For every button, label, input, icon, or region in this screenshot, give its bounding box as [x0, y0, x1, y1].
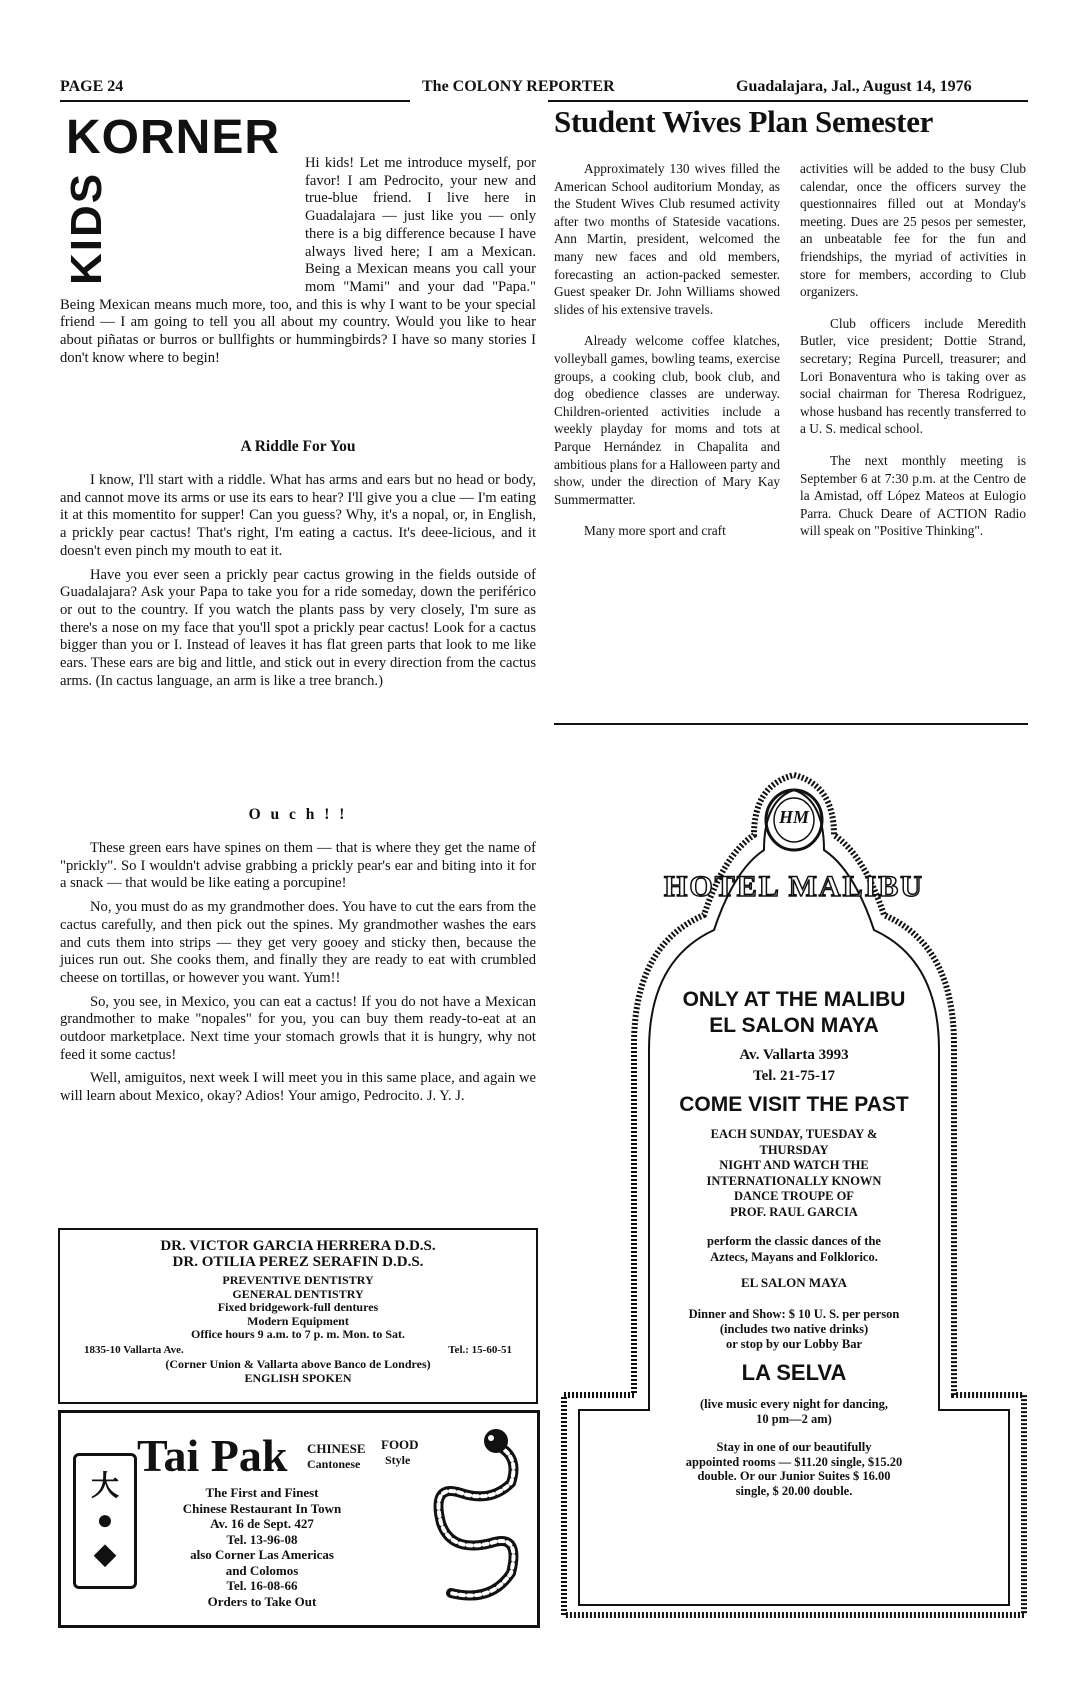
malibu-music [614, 1397, 974, 1427]
dentist-line: DR. VICTOR GARCIA HERRERA D.D.S. [160, 1238, 436, 1254]
malibu-line: perform the classic dances of the [707, 1234, 881, 1248]
malibu-line: NIGHT AND WATCH THE [719, 1158, 869, 1172]
dentist-line: Fixed bridgework-full dentures [217, 1300, 379, 1314]
tai-pak-line: Av. 16 de Sept. 427 [210, 1516, 314, 1531]
malibu-line: (live music every night for dancing, [700, 1397, 888, 1411]
chinese-label: CHINESE [307, 1441, 366, 1456]
malibu-line: appointed rooms — $11.20 single, $15.20 [685, 1454, 903, 1469]
masthead-rule-left [60, 100, 410, 102]
kids-vertical-heading: KIDS [62, 171, 111, 285]
malibu-line: DANCE TROUPE OF [734, 1189, 854, 1203]
dateline: Guadalajara, Jal., August 14, 1976 [736, 78, 972, 95]
dentist-ad [58, 1228, 538, 1404]
dentist-line: (Corner Union & Vallarta above Banco de Londres) [165, 1357, 431, 1371]
malibu-line: THURSDAY [759, 1142, 829, 1157]
malibu-line: EL SALON MAYA [709, 1014, 879, 1037]
kids-paragraph: No, you must do as my grandmother does. You have to cut the ears from the cactus carefully, and then pick out the spines. My grandmother washes the ears and cuts them into strips — they get very gooey and sticky then, because the juices run out. She cooks them, and finally they are ready to eat with crumbled cheese on tortillas, or however you want. Yum!! [60, 899, 536, 986]
dragon-icon [391, 1423, 531, 1613]
malibu-address [644, 1045, 944, 1087]
article-paragraph: activities will be added to the busy Club calendar, once the officers survey the questionnaires filled out at Monday's meeting. Dues are 25 pesos per semester, an unbeatable fee for the fun and friendships, the myriad of activities in store for members, according to Club organizers. [800, 161, 1026, 300]
dentist-line: GENERAL DENTISTRY [232, 1286, 364, 1301]
malibu-dinner [604, 1307, 984, 1352]
tai-pak-line: and Colomos [225, 1562, 299, 1578]
dentist-line: Modern Equipment [247, 1313, 349, 1328]
malibu-line: INTERNATIONALLY KNOWN [706, 1173, 882, 1188]
dentist-line: PREVENTIVE DENTISTRY [222, 1273, 374, 1287]
malibu-line: PROF. RAUL GARCIA [730, 1204, 858, 1219]
page-number: PAGE 24 [60, 78, 124, 95]
kids-paragraph: These green ears have spines on them — that is where they get the name of "prickly". So I wouldn't advise grabbing a prickly pear's ear and biting into it for a snack — that would be like eating a porcupine! [60, 840, 536, 892]
dentist-names [60, 1238, 536, 1270]
article-paragraph: Approximately 130 wives filled the American School auditorium Monday, as the Student Wives Club resumed activity after two months of Stateside vacations. Ann Martin, president, welcomed the many new faces and old members, forecasting an action-packed semester. Guest speaker Dr. John Williams showed slides of his extensive travels. [554, 161, 780, 317]
kids-body-1 [60, 472, 536, 690]
malibu-line: single, $ 20.00 double. [735, 1483, 853, 1498]
malibu-line: (includes two native drinks) [719, 1322, 869, 1336]
tai-pak-line: Chinese Restaurant In Town [182, 1500, 342, 1516]
kids-intro [60, 155, 536, 367]
malibu-line: Aztecs, Mayans and Folklorico. [710, 1250, 878, 1264]
malibu-line: or stop by our Lobby Bar [725, 1337, 863, 1351]
malibu-address-line: Av. Vallarta 3993 [739, 1047, 849, 1063]
tai-pak-details [137, 1485, 387, 1609]
article-divider [554, 723, 1028, 725]
kids-paragraph: So, you see, in Mexico, you can eat a cactus! If you do not have a Mexican grandmother to make "nopales" for you, you can buy them ready-to-eat at an outdoor marketplace. Next time your stomach growls that it is hungry, why not feed it some cactus! [60, 993, 536, 1063]
la-selva-heading: LA SELVA [741, 1360, 847, 1385]
style-label: Style [385, 1453, 411, 1467]
dentist-address: 1835-10 Vallarta Ave. [84, 1344, 184, 1356]
malibu-line: double. Or our Junior Suites $ 16.00 [697, 1469, 891, 1483]
malibu-tel: Tel. 21-75-17 [753, 1068, 835, 1084]
cantonese-label: Cantonese [307, 1457, 361, 1471]
student-wives-headline: Student Wives Plan Semester [554, 104, 934, 139]
dentist-tel: Tel.: 15-60-51 [448, 1344, 512, 1356]
riddle-subhead: A Riddle For You [240, 438, 356, 455]
tai-pak-ad [58, 1410, 540, 1628]
malibu-line: ONLY AT THE MALIBU [682, 988, 906, 1011]
korner-heading: KORNER [66, 111, 281, 164]
malibu-line: Stay in one of our beautifully [716, 1440, 872, 1454]
malibu-line: Dinner and Show: $ 10 U. S. per person [688, 1307, 900, 1321]
tai-pak-line: also Corner Las Americas [190, 1547, 334, 1562]
malibu-line: EACH SUNDAY, TUESDAY & [710, 1127, 878, 1141]
tai-pak-name: Tai Pak [137, 1430, 288, 1481]
masthead-rule-right [548, 100, 1028, 102]
come-visit-heading: COME VISIT THE PAST [679, 1093, 909, 1116]
hotel-malibu-ad [554, 745, 1034, 1625]
tai-pak-line: The First and Finest [205, 1485, 319, 1500]
chinese-seal-icon [73, 1453, 137, 1589]
dentist-line: ENGLISH SPOKEN [244, 1370, 352, 1385]
hotel-malibu-logo: HOTEL MALIBU [664, 870, 924, 903]
malibu-perform [614, 1233, 974, 1265]
kids-intro-paragraph: Hi kids! Let me introduce myself, por favor! I am Pedrocito, your new and true-blue friend. I live here in Guadalajara — just like you — only there is a big difference because I have always lived here; I am a Mexican. Being a Mexican means you call your mom "Mami" and your dad "Papa." Being Mexican means much more, too, and this is why I want to be your special friend — I am going to tell you all about my country. Would you like to hear about piñatas or burros or bullfights or hummingbirds? I have so many stories I don't know where to begin! [60, 155, 536, 366]
dentist-line: Office hours 9 a.m. to 7 p. m. Mon. to Sat. [191, 1327, 405, 1341]
paper-name: The COLONY REPORTER [422, 78, 615, 95]
tai-pak-line: Tel. 13-96-08 [226, 1531, 298, 1547]
student-wives-col1 [554, 160, 780, 540]
article-paragraph: The next monthly meeting is September 6 at 7:30 p.m. at the Centro de la Amistad, off López Mateos at Eulogio Parra. Chuck Deare of ACTION Radio will speak on "Positive Thinking". [800, 452, 1026, 539]
kids-paragraph: I know, I'll start with a riddle. What has arms and ears but no head or body, and cannot move its arms or use its ears to hear? I'll give you a clue — I'm eating it at this momentito for supper! Can you guess? Why, it's a nopal, or, in English, a prickly pear cactus! That's right, I'm eating a cactus. It's deee-licious, and it doesn't even pinch my mouth to eat it. [60, 472, 536, 559]
tai-pak-line: Tel. 16-08-66 [226, 1578, 298, 1593]
food-label: FOOD [381, 1437, 419, 1452]
student-wives-col2 [800, 160, 1026, 540]
masthead [60, 78, 1040, 100]
dentist-details [60, 1274, 536, 1342]
ouch-subhead: O u c h ! ! [248, 806, 348, 823]
malibu-line: 10 pm—2 am) [756, 1412, 832, 1426]
kids-body-2 [60, 840, 536, 1106]
article-paragraph: Club officers include Meredith Butler, vice president; Dottie Strand, secretary; Regina Purcell, treasurer; and Lori Bonaventura who is taking over as social chairman for Theresa Rodriguez, whose husband has recently transferred to a U. S. medical school. [800, 315, 1026, 437]
malibu-stay [604, 1440, 984, 1498]
article-paragraph: Already welcome coffee klatches, volleyball games, bowling teams, exercise groups, a cooking club, book club, and dog obedience classes are underway. Children-oriented activities include a weekly playday for moms and tots at Parque Hernández in Chapalita and ambitious plans for a Halloween party and show, under the direction of Mary Kay Summermatter. [554, 333, 780, 507]
malibu-nights [644, 1127, 944, 1220]
dentist-line: DR. OTILIA PEREZ SERAFIN D.D.S. [172, 1254, 424, 1270]
kids-paragraph: Well, amiguitos, next week I will meet you in this same place, and again we will learn about Mexico, okay? Adios! Your amigo, Pedrocito. J. Y. J. [60, 1070, 536, 1105]
malibu-heading [644, 987, 944, 1039]
dentist-footer [60, 1358, 536, 1385]
article-paragraph: Many more sport and craft [584, 523, 726, 539]
tai-pak-line: Orders to Take Out [207, 1593, 317, 1609]
seal-mark: 大 ● ◆ [90, 1471, 119, 1570]
el-salon-maya: EL SALON MAYA [741, 1275, 847, 1290]
kids-paragraph: Have you ever seen a prickly pear cactus growing in the fields outside of Guadalajara? Ask your Papa to take you for a ride someday, down the periférico or out to the country. If you watch the plants pass by very closely, I'm sure as there's a nose on my face that you'll spot a prickly pear cactus! Look for a cactus bigger than you or I. Instead of leaves it has flat green parts that look to me like ears. These ears are big and little, and stick out in every direction from the cactus arms. (In cactus language, an arm is like a tree branch.) [60, 566, 536, 689]
malibu-monogram: HM [778, 807, 809, 827]
